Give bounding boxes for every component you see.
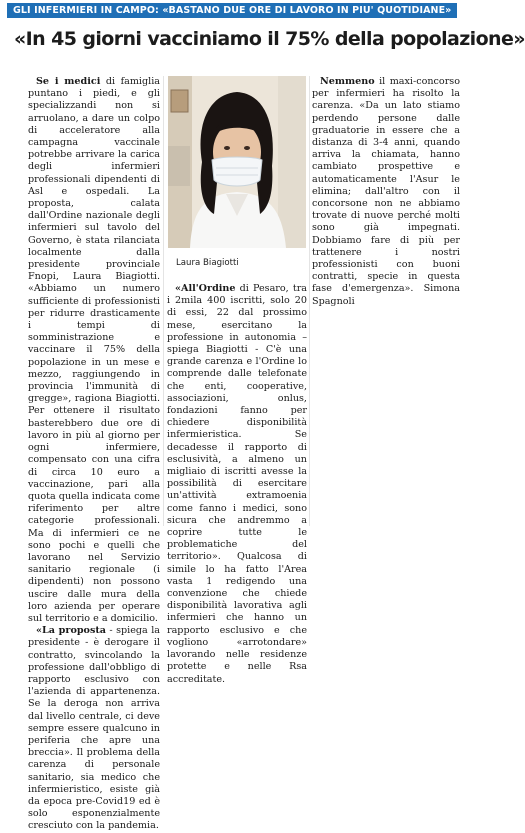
kicker-bar (0, 0, 472, 22)
lead-in-bold: Nemmeno (320, 76, 375, 87)
body-text: di Pesaro, tra i 2mila 400 iscritti, solo 20 di essi, 22 dal prossimo mese, esercitano la professione in autonomia – spiega Biagiotti - C'è una grande carenza e l'Ordine lo comprende dalle telefonate che enti, cooperative, associazioni, onlus, fondazioni fanno per chiedere disponibilità infermieristica. Se decadesse il rapporto di esclusività, a almeno un migliaio di iscritti avesse la possibilità di esercitare un'attività extramoenia come fanno i medici, sono sicura che andremmo a coprire tutte le problematiche del territorio». Qualcosa di simile lo ha fatto l'Area vasta 1 redigendo una convenzione che chiede disponibilità lavorativa agli infermieri che hanno un rapporto esclusivo e che vogliono «arrotondare» lavorando nelle residenze protette e nelle Rsa accreditate. (167, 283, 307, 685)
body-text: il maxi-concorso per infermieri ha risolto la carenza. «Da un lato stiamo perdendo persone dalle graduatorie in essere che a distanza di 3-4 anni, quando arriva la chiamata, hanno cambiato prospettive e automaticamente l'Asur le elimina; dall'altro con il concorsone non ne abbiamo trovate di nuove perché molti sono già impegnati. Dobbiamo fare di più per trattenere i nostri professionisti con buoni contratti, specie in questa fase d'emergenza». Simona Spagnoli (312, 76, 460, 307)
headline: «In 45 giorni vacciniamo il 75% della popolazione» (14, 28, 525, 50)
lead-in-bold: «All'Ordine (175, 283, 236, 294)
article-column-1 (28, 76, 161, 832)
column-divider (309, 76, 310, 526)
lead-in-bold: Se i medici (36, 76, 101, 87)
column-divider (163, 76, 164, 526)
photo-caption: Laura Biagiotti (176, 258, 239, 268)
body-text: di famiglia puntano i piedi, e gli specializzandi non si arruolano, a dare un colpo di acceleratore alla campagna vaccinale potrebbe arrivare la carica degli infermieri professionali dipendenti di Asl e ospedali. La proposta, calata dall'Ordine nazionale degli infermieri sul tavolo del Governo, è stata rilanciata localmente dalla presidente provinciale Fnopi, Laura Biagiotti. «Abbiamo un numero sufficiente di professionisti per ridurre drasticamente i tempi di somministrazione e vaccinare il 75% della popolazione in un mese e mezzo, raggiungendo in provincia l'immunità di gregge», ragiona Biagiotti. Per ottenere il risultato basterebbero due ore di lavoro in più al giorno per ogni infermiere, compensato con una cifra di circa 10 euro a vaccinazione, pari alla quota quella indicata come riferimento per altre categorie professionali. Ma di infermieri ce ne sono pochi e quelli che lavorano nel Servizio sanitario regionale (i dipendenti) non possono uscire dalle mura della loro azienda per operare sul territorio e a domicilio. (28, 76, 161, 624)
portrait-photo (168, 76, 306, 248)
lead-in-bold: «La proposta (36, 625, 106, 637)
article-column-3 (312, 76, 460, 528)
article-column-2 (167, 283, 307, 685)
body-text: - spiega la presidente - è derogare il contratto, svincolando la professione dall'obbligo di rapporto esclusivo con l'azienda di appartenenza. Se la deroga non arriva dal livello centrale, ci deve sempre essere qualcuno in periferia che apre una breccia». Il problema della carenza di personale sanitario, sia medico che infermieristico, esiste già da epoca pre-Covid19 ed è solo esponenzialmente cresciuto con la pandemia. (28, 625, 160, 832)
portrait-illustration (168, 76, 306, 248)
kicker-label: GLI INFERMIERI IN CAMPO: «BASTANO DUE ORE DI LAVORO IN PIU' QUOTIDIANE» (7, 3, 457, 18)
